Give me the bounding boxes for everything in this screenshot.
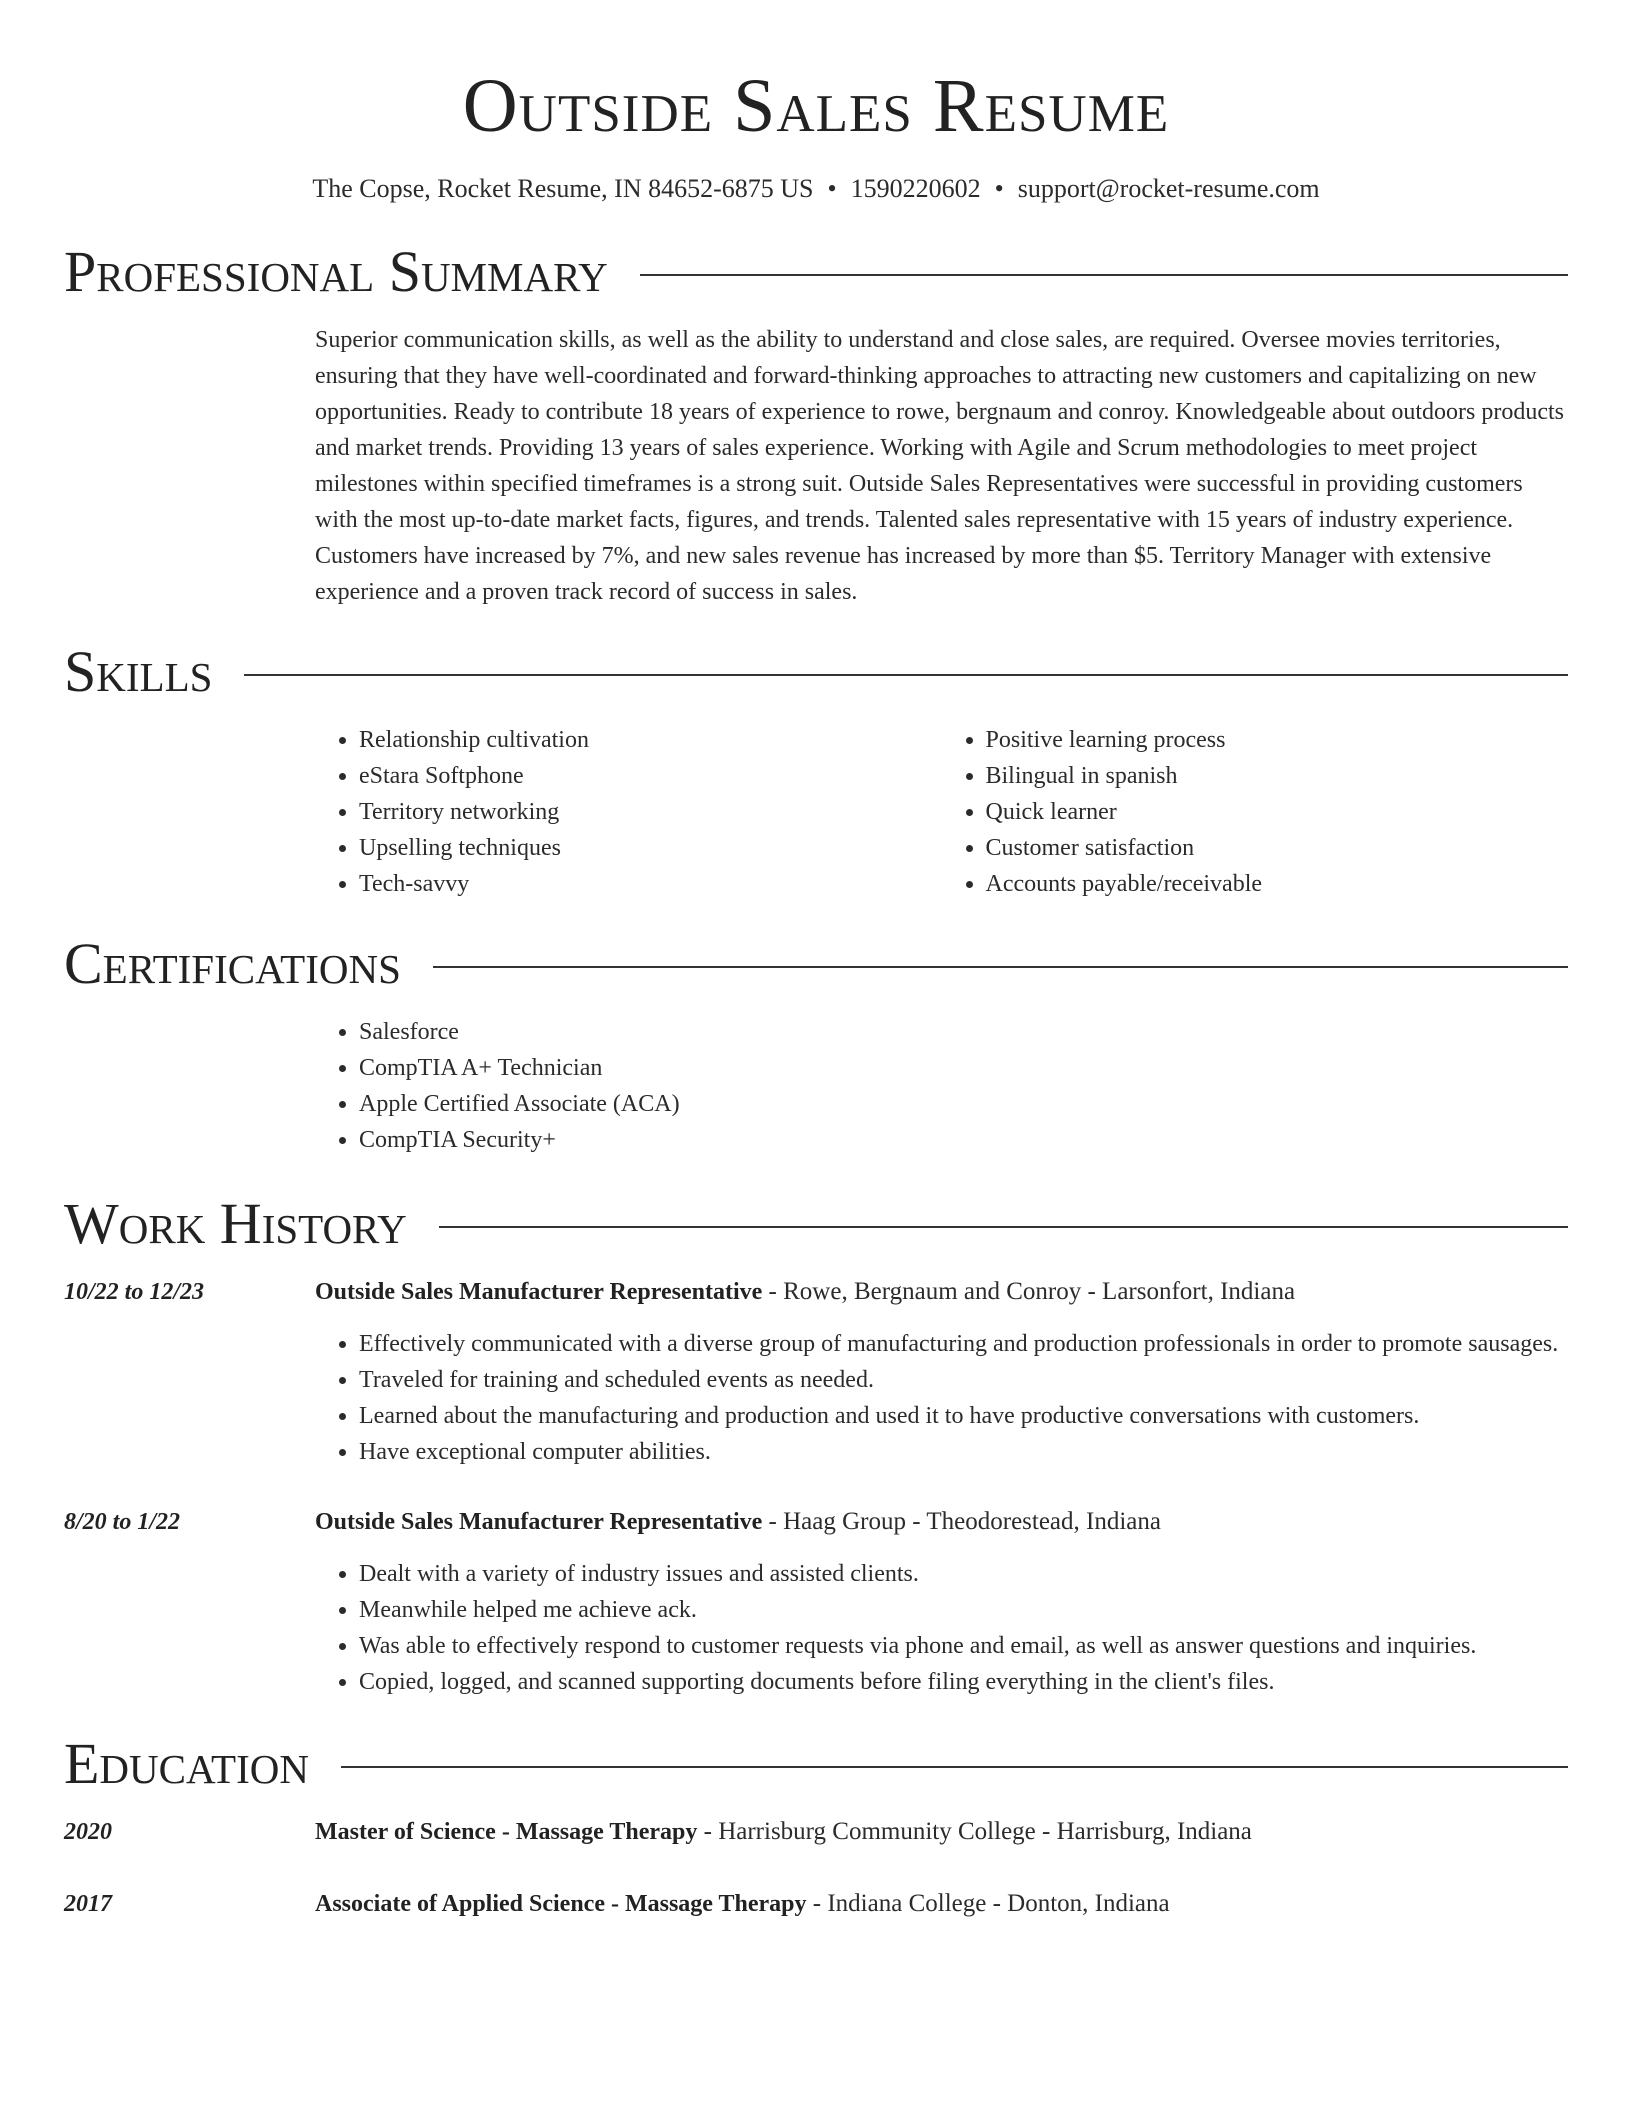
resume-title: Outside Sales Resume bbox=[462, 64, 1170, 148]
job-heading bbox=[315, 1274, 1568, 1310]
job-bullet: • Traveled for training and scheduled events as needed. bbox=[359, 1362, 1568, 1398]
separator: • bbox=[994, 174, 1004, 203]
job-bullets bbox=[315, 1556, 1568, 1700]
section-header bbox=[64, 928, 1568, 1000]
section-title: Work History bbox=[64, 1191, 407, 1256]
skills-column-right bbox=[942, 722, 1569, 902]
job-bullet: • Was able to effectively respond to customer requests via phone and email, as well as answer questions and inquiries. bbox=[359, 1628, 1568, 1664]
education-body bbox=[315, 1886, 1568, 1922]
job-bullet: • Effectively communicated with a diverse group of manufacturing and production professionals in order to promote sausages. bbox=[359, 1326, 1568, 1362]
skill-item: • Upselling techniques bbox=[359, 830, 942, 866]
job-bullet: • Copied, logged, and scanned supporting documents before filing everything in the client's files. bbox=[359, 1664, 1568, 1700]
education-entry bbox=[64, 1814, 1568, 1850]
separator: • bbox=[827, 174, 837, 203]
resume-page bbox=[64, 0, 1568, 1922]
job-dates: 8/20 to 1/22 bbox=[64, 1509, 181, 1535]
certifications-section bbox=[64, 928, 1568, 1158]
job-title: Outside Sales Manufacturer Representative bbox=[315, 1279, 763, 1305]
job-heading bbox=[315, 1504, 1568, 1540]
job-bullet: • Learned about the manufacturing and production and used it to have productive conversations with customers. bbox=[359, 1398, 1568, 1434]
education-entry bbox=[64, 1886, 1568, 1922]
certification-item: • CompTIA Security+ bbox=[359, 1122, 1568, 1158]
summary-text: Superior communication skills, as well as the ability to understand and close sales, are required. Oversee movies territories, ensuring that they have well-coordinated and forward-thinking approaches to attracting new customers and capitalizing on new opportunities. Ready to contribute 18 years of experience to rowe, bergnaum and conroy. Knowledgeable about outdoors products and market trends. Providing 13 years of sales experience. Working with Agile and Scrum methodologies to meet project milestones within specified timeframes is a strong suit. Outside Sales Representatives were successful in providing customers with the most up-to-date market facts, figures, and trends. Talented sales representative with 15 years of industry experience. Customers have increased by 7%, and new sales revenue has increased by more than $5. Territory Manager with extensive experience and a proven track record of success in sales. bbox=[315, 327, 1564, 605]
job-entry bbox=[64, 1504, 1568, 1700]
school-location: - Harrisburg Community College - Harrisburg, Indiana bbox=[697, 1818, 1252, 1845]
skill-item: • Accounts payable/receivable bbox=[986, 866, 1569, 902]
skill-item: • eStara Softphone bbox=[359, 758, 942, 794]
job-body bbox=[315, 1274, 1568, 1470]
job-company-location: - Haag Group - Theodorestead, Indiana bbox=[762, 1508, 1161, 1535]
job-body bbox=[315, 1504, 1568, 1700]
job-bullet: • Have exceptional computer abilities. bbox=[359, 1434, 1568, 1470]
section-header bbox=[64, 236, 1568, 308]
skill-item: • Tech-savvy bbox=[359, 866, 942, 902]
summary-content bbox=[315, 322, 1568, 610]
section-rule bbox=[433, 966, 1568, 968]
skill-item: • Territory networking bbox=[359, 794, 942, 830]
skill-item: • Quick learner bbox=[986, 794, 1569, 830]
education-year: 2017 bbox=[64, 1891, 112, 1917]
summary-section bbox=[64, 236, 1568, 610]
skills-list bbox=[315, 722, 1568, 902]
degree-title: Associate of Applied Science - Massage Therapy bbox=[315, 1891, 807, 1917]
job-title: Outside Sales Manufacturer Representative bbox=[315, 1509, 763, 1535]
degree-title: Master of Science - Massage Therapy bbox=[315, 1819, 698, 1845]
section-header bbox=[64, 1188, 1568, 1260]
skill-item: • Positive learning process bbox=[986, 722, 1569, 758]
job-bullet: • Dealt with a variety of industry issues and assisted clients. bbox=[359, 1556, 1568, 1592]
skill-item: • Relationship cultivation bbox=[359, 722, 942, 758]
certification-item: • Apple Certified Associate (ACA) bbox=[359, 1086, 1568, 1122]
job-bullet: • Meanwhile helped me achieve ack. bbox=[359, 1592, 1568, 1628]
job-company-location: - Rowe, Bergnaum and Conroy - Larsonfort, Indiana bbox=[762, 1278, 1296, 1305]
certifications-list bbox=[315, 1014, 1568, 1158]
skills-section bbox=[64, 636, 1568, 902]
section-header bbox=[64, 636, 1568, 708]
section-title: Education bbox=[64, 1731, 309, 1796]
education-heading bbox=[315, 1886, 1568, 1922]
certification-item: • Salesforce bbox=[359, 1014, 1568, 1050]
school-location: - Indiana College - Donton, Indiana bbox=[806, 1890, 1170, 1917]
education-section bbox=[64, 1728, 1568, 1922]
contact-line bbox=[64, 172, 1568, 206]
education-heading bbox=[315, 1814, 1568, 1850]
education-body bbox=[315, 1814, 1568, 1850]
job-dates: 10/22 to 12/23 bbox=[64, 1279, 205, 1305]
section-header bbox=[64, 1728, 1568, 1800]
section-rule bbox=[640, 274, 1568, 276]
job-bullets bbox=[315, 1326, 1568, 1470]
section-rule bbox=[341, 1766, 1568, 1768]
skill-item: • Bilingual in spanish bbox=[986, 758, 1569, 794]
phone[interactable]: 1590220602 bbox=[850, 174, 981, 203]
email[interactable]: support@rocket-resume.com bbox=[1017, 174, 1320, 203]
section-rule bbox=[244, 674, 1568, 676]
section-title: Certifications bbox=[64, 931, 401, 996]
address: The Copse, Rocket Resume, IN 84652-6875 US bbox=[312, 174, 814, 203]
certifications-content bbox=[315, 1014, 1568, 1158]
certification-item: • CompTIA A+ Technician bbox=[359, 1050, 1568, 1086]
job-entry bbox=[64, 1274, 1568, 1470]
work-history-section bbox=[64, 1188, 1568, 1700]
skill-item: • Customer satisfaction bbox=[986, 830, 1569, 866]
education-year: 2020 bbox=[64, 1819, 112, 1845]
skills-column-left bbox=[315, 722, 942, 902]
section-rule bbox=[439, 1226, 1568, 1228]
section-title: Skills bbox=[64, 639, 213, 704]
section-title: Professional Summary bbox=[64, 239, 608, 304]
